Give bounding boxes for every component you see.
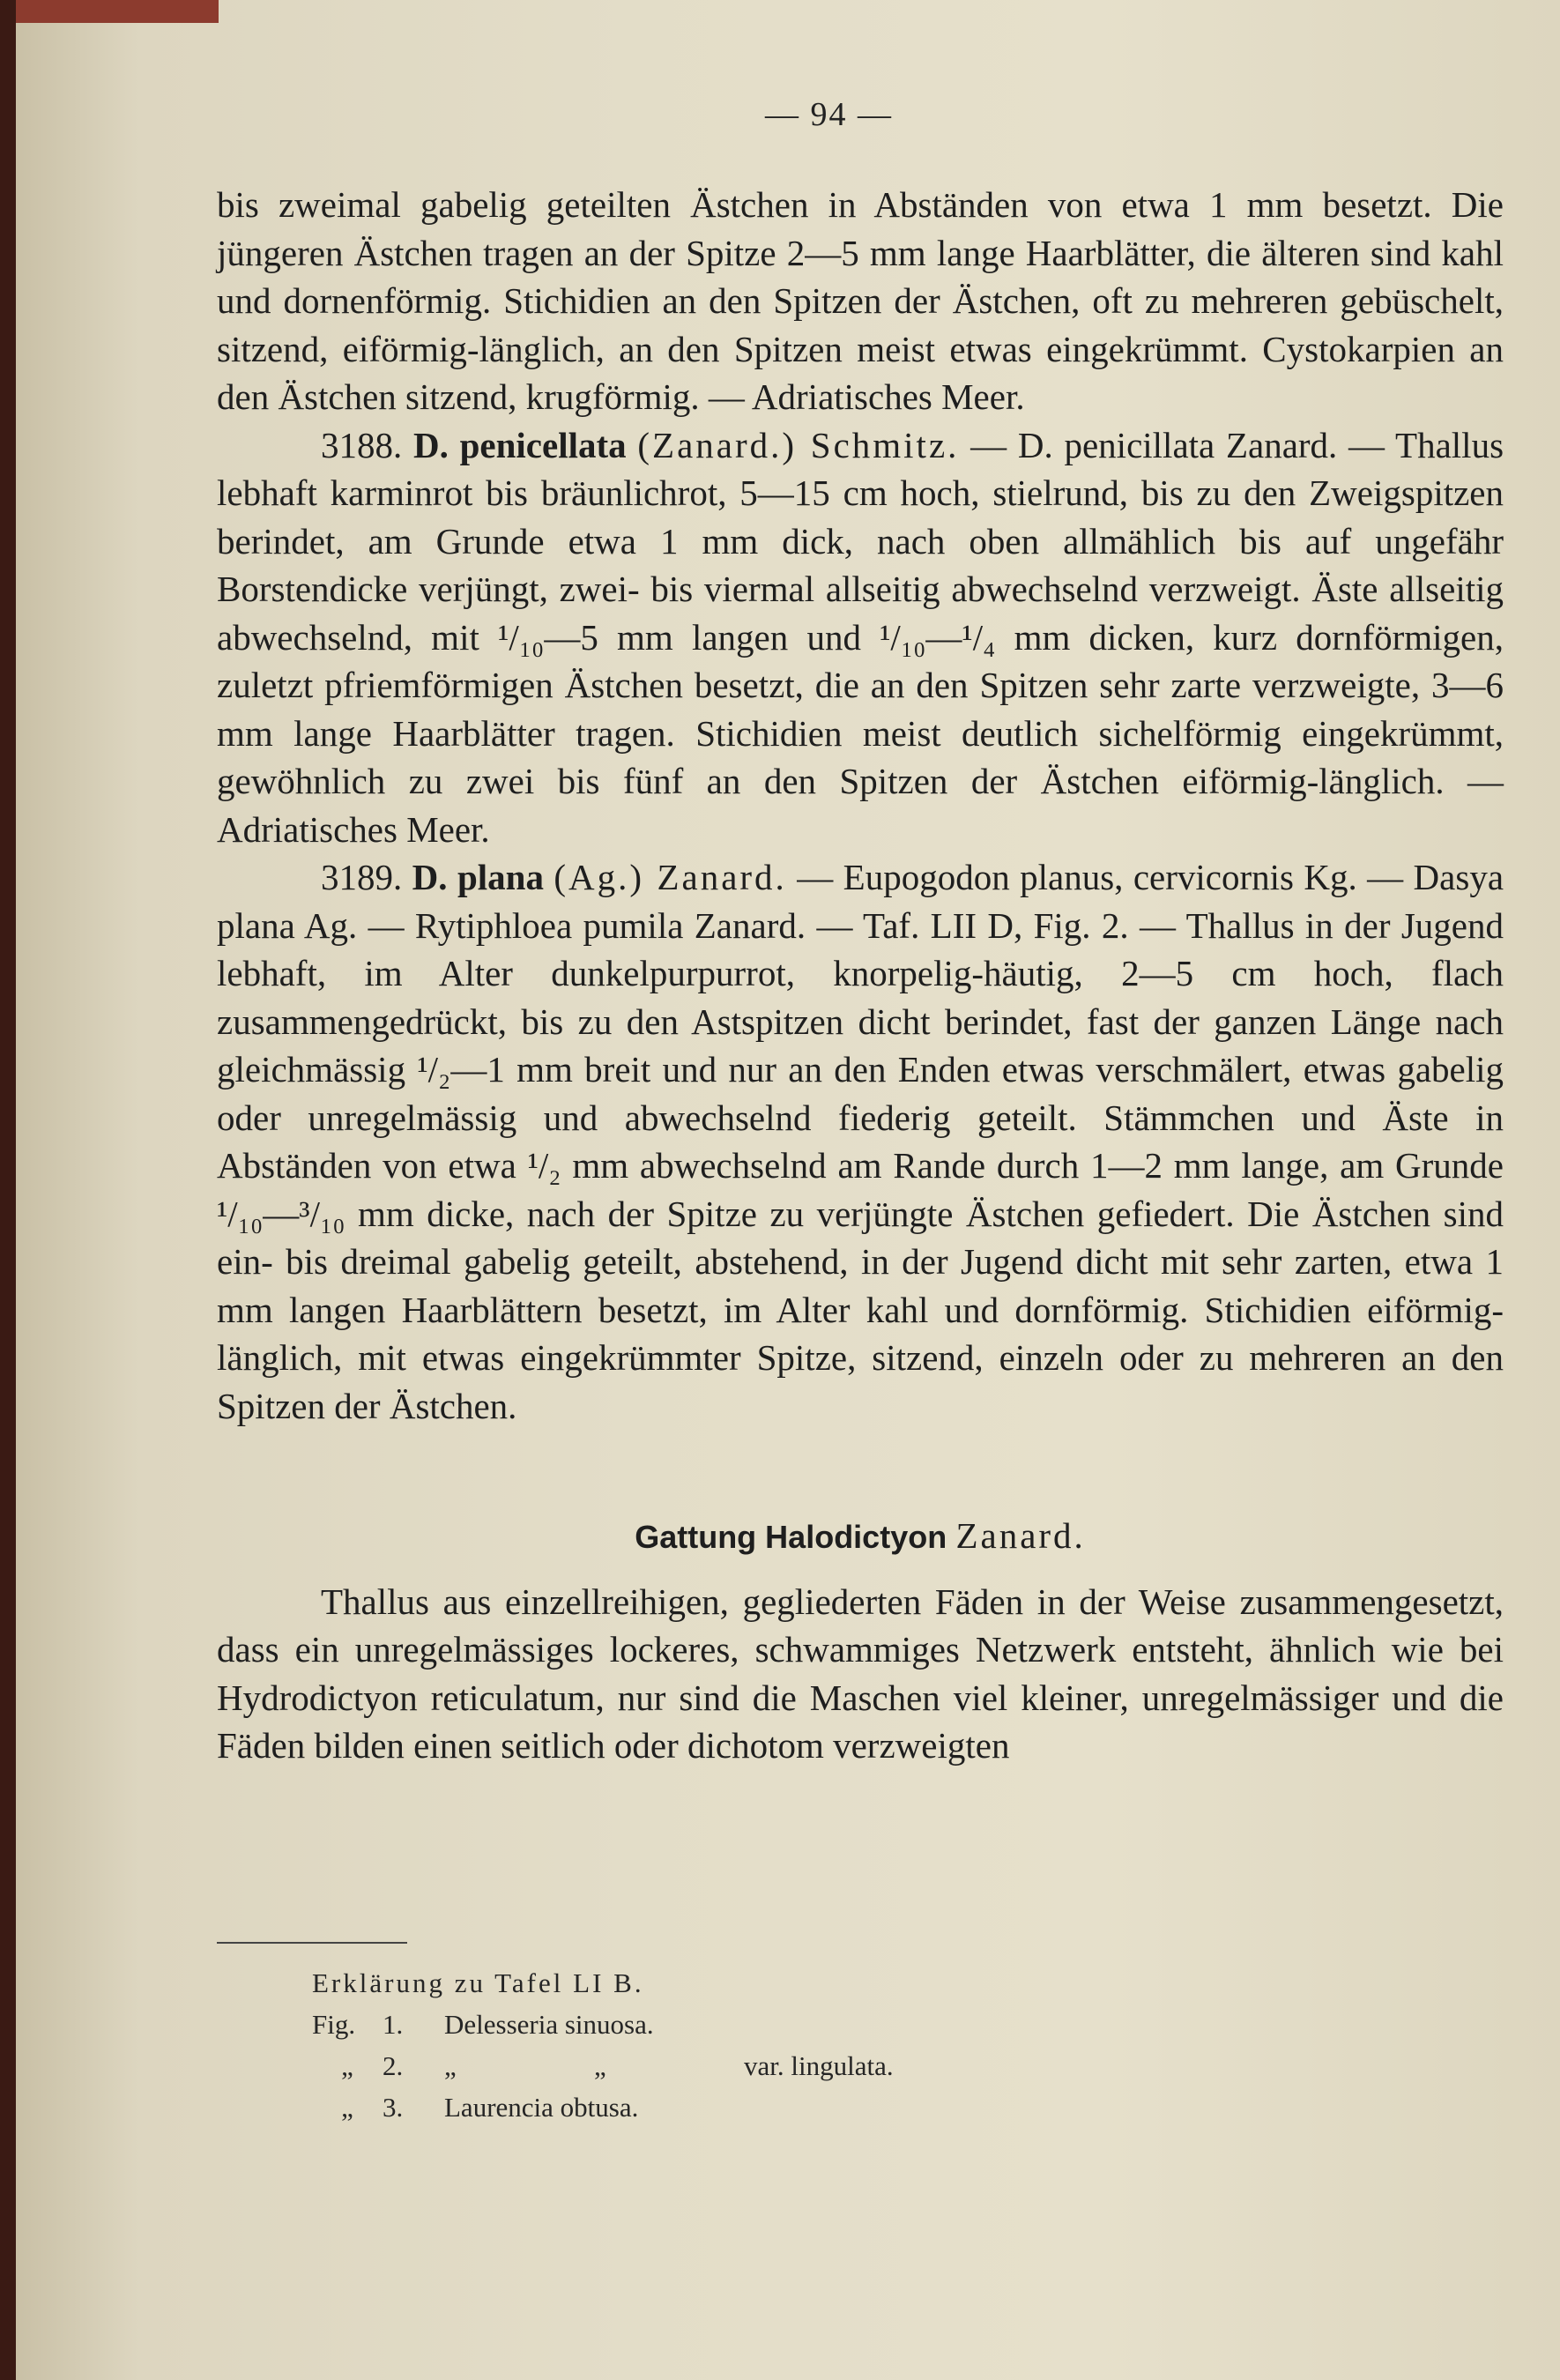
species-authority: (Ag.) Zanard. [553,857,787,897]
genus-name: Gattung Halodictyon [635,1519,947,1555]
genus-abbr: D. [412,857,448,897]
species-entry-3188 [217,421,1504,854]
footnote-divider [217,1942,407,1944]
genus-abbr: D. [413,424,449,465]
species-epithet: penicellata [459,424,627,465]
species-authority: (Zanard.) Schmitz. [637,424,960,465]
species-epithet: plana [457,857,544,897]
genus-description: Thallus aus einzellreihigen, gegliederten Fäden in der Weise zusammengesetzt, dass ein unregelmässiges lockeres, schwammiges Netzwerk entsteht, ähnlich wie bei Hydrodictyon reticulatum, nur sind die Maschen viel kleiner, unregelmässiger und die Fäden bilden einen seitlich oder dichotom verzweigten [217,1580,1504,1766]
plate-explanation-title: Erklärung zu Tafel LI B. [312,1967,644,1998]
plate-figure-line: „ 2. „ „ var. lingulata. [341,2050,894,2081]
main-text [217,181,1504,1770]
page-number: — 94 — [765,96,893,133]
continuation-paragraph: bis zweimal gabelig geteilten Ästchen in Abständen von etwa 1 mm besetzt. Die jüngeren Ästchen tragen an der Spitze 2—5 mm lange Haarblätter, die älteren sind kahl und dornenförmig. Stichidien an den Spitzen der Ästchen, oft zu mehreren gebüschelt, sitzend, eiförmig-länglich, an den Spitzen meist etwas eingekrümmt. Cystokarpien an den Ästchen sitzend, krugförmig. — Adriatisches Meer. [217,184,1504,417]
species-description: — D. penicillata Zanard. — Thallus lebhaft karminrot bis bräunlichrot, 5—15 cm hoch, stielrund, bis zu den Zweigspitzen berindet, am Grunde etwa 1 mm dick, nach oben allmählich bis auf ungefähr Borstendicke verjüngt, zwei- bis viermal allseitig abwechselnd verzweigt. Äste allseitig abwechselnd, mit ¹/₁₀—5 mm langen und ¹/₁₀—¹/₄ mm dicken, kurz dornförmigen, zuletzt pfriemförmigen Ästchen besetzt, die an den Spitzen sehr zarte verzweigte, 3—6 mm lange Haarblätter tragen. Stichidien meist deutlich sichelförmig eingekrümmt, gewöhnlich zu zwei bis fünf an den Spitzen der Ästchen eiförmig-länglich. — Adriatisches Meer. [217,424,1504,850]
binding-edge [16,0,219,23]
species-number: 3188. [321,424,403,465]
plate-figure-line: Fig. 1. Delesseria sinuosa. [312,2009,654,2040]
species-number: 3189. [321,857,403,897]
species-entry-3189 [217,853,1504,1430]
genus-authority: Zanard. [955,1515,1086,1556]
book-page [16,0,1560,2380]
plate-explanation [312,1962,1193,2128]
plate-figure-line: „ 3. Laurencia obtusa. [341,2092,639,2123]
species-description: — Eupogodon planus, cervicornis Kg. — Dasya plana Ag. — Rytiphloea pumila Zanard. — Taf. LII D, Fig. 2. — Thallus in der Jugend lebhaft, im Alter dunkelpurpurrot, knorpelig-häutig, 2—5 cm hoch, flach zusammengedrückt, bis zu den Astspitzen dicht berindet, fast der ganzen Länge nach gleichmässig ¹/₂—1 mm breit und nur an den Enden etwas verschmälert, etwas gabelig oder unregelmässig und abwechselnd fiederig geteilt. Stämmchen und Äste in Abständen von etwa ¹/₂ mm abwechselnd am Rande durch 1—2 mm lange, am Grunde ¹/₁₀—³/₁₀ mm dicke, nach der Spitze zu verjüngte Ästchen gefiedert. Die Ästchen sind ein- bis dreimal gabelig geteilt, abstehend, in der Jugend dicht mit sehr zarten, etwa 1 mm langen Haarblättern besetzt, im Alter kahl und dornförmig. Stichidien eiförmig-länglich, mit etwas eingekrümmter Spitze, sitzend, einzeln oder zu mehreren an den Spitzen der Ästchen. [217,857,1504,1426]
genus-heading [217,1512,1504,1562]
